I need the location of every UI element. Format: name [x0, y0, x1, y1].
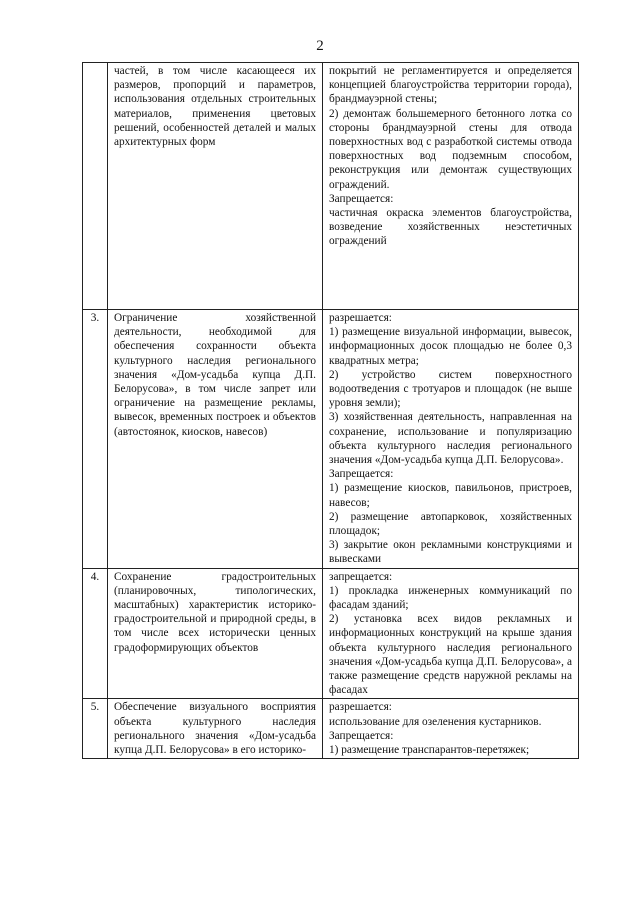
requirement-text: Ограничение хозяйственной деятельности, необходимой для обеспечения сохранности объекта культурного наследия регионального значения «Дом-усадьба купца Д.П. Белорусова», в том числе запрет или ограничение на размещение рекламы, вывесок, временных построек и объектов (автостоянок, киосков, навесов): [114, 312, 316, 438]
regime-text: 1) размещение визуальной информации, вывесок, информационных досок площадью не более 0,3 квадратных метра;: [329, 326, 572, 367]
regime-text: разрешается:: [329, 312, 392, 324]
table-row: [83, 568, 579, 699]
regime-text: 1) прокладка инженерных коммуникаций по фасадам зданий;: [329, 584, 572, 612]
table-row: [83, 699, 579, 759]
regime-text: Запрещается:: [329, 729, 394, 742]
regime-cell: [323, 310, 579, 569]
regime-text: Запрещается:: [329, 192, 394, 205]
row-number: 3.: [83, 310, 108, 569]
requirement-cell: [108, 310, 323, 569]
requirement-text: Сохранение градостроительных (планировочных, типологических, масштабных) характеристик историко-градостроительной и природной среды, в том числе всех исторически ценных градоформирующих объектов: [114, 570, 316, 654]
regime-text: 2) размещение автопарковок, хозяйственных площадок;: [329, 510, 572, 538]
regime-cell: [323, 63, 579, 310]
regime-text: Запрещается:: [329, 468, 394, 481]
table-row: [83, 310, 579, 569]
requirement-cell: [108, 63, 323, 310]
regime-text: использование для озеленения кустарников.: [329, 715, 542, 728]
regime-text: покрытий не регламентируется и определяется концепцией благоустройства территории города), брандмауэрной стены;: [329, 65, 572, 106]
row-number: 5.: [83, 699, 108, 759]
requirement-text: частей, в том числе касающееся их размеров, пропорций и параметров, использования отдельных строительных материалов, применения цветовых решений, особенностей деталей и малых архитектурных форм: [114, 65, 316, 149]
regime-text: 1) размещение киосков, павильонов, пристроев, навесов;: [329, 482, 572, 509]
requirement-cell: [108, 699, 323, 759]
regime-text: частичная окраска элементов благоустройства, возведение хозяйственных неэстетичных ограждений: [329, 207, 572, 248]
row-number: 4.: [83, 568, 108, 699]
regulations-table: [82, 62, 579, 759]
regime-cell: [323, 699, 579, 759]
regime-text: 3) закрытие окон рекламными конструкциями и вывесками: [329, 539, 572, 566]
regime-text: запрещается:: [329, 570, 393, 583]
regime-text: 2) демонтаж большемерного бетонного лотка со стороны брандмауэрной стены для отвода поверхностных вод с разработкой системы отвода поверхностных вод подземным способом, реконструкция или демонтаж существующих ограждений.: [329, 107, 572, 191]
regime-text: 3) хозяйственная деятельность, направленная на сохранение, использование и популяризацию объекта культурного наследия регионального значения «Дом-усадьба купца Д.П. Белорусова».: [329, 411, 572, 467]
regime-text: 2) устройство систем поверхностного водоотведения с тротуаров и площадок (не выше уровня земли);: [329, 368, 572, 410]
regime-text: 2) установка всех видов рекламных и информационных конструкций на крыше здания объекта культурного наследия регионального значения «Дом-усадьба купца Д.П. Белорусова», а также размещение средств наружной рекламы на фасадах: [329, 613, 572, 697]
regime-text: разрешается:: [329, 701, 392, 714]
page-number: 2: [316, 38, 324, 54]
requirement-text: Обеспечение визуального восприятия объекта культурного наследия регионального значения «Дом-усадьба купца Д.П. Белорусова» в его историко-: [114, 701, 316, 757]
row-number: [83, 63, 108, 310]
regime-cell: [323, 568, 579, 699]
requirement-cell: [108, 568, 323, 699]
regime-text: 1) размещение транспарантов-перетяжек;: [329, 744, 530, 757]
table-row: [83, 63, 579, 310]
